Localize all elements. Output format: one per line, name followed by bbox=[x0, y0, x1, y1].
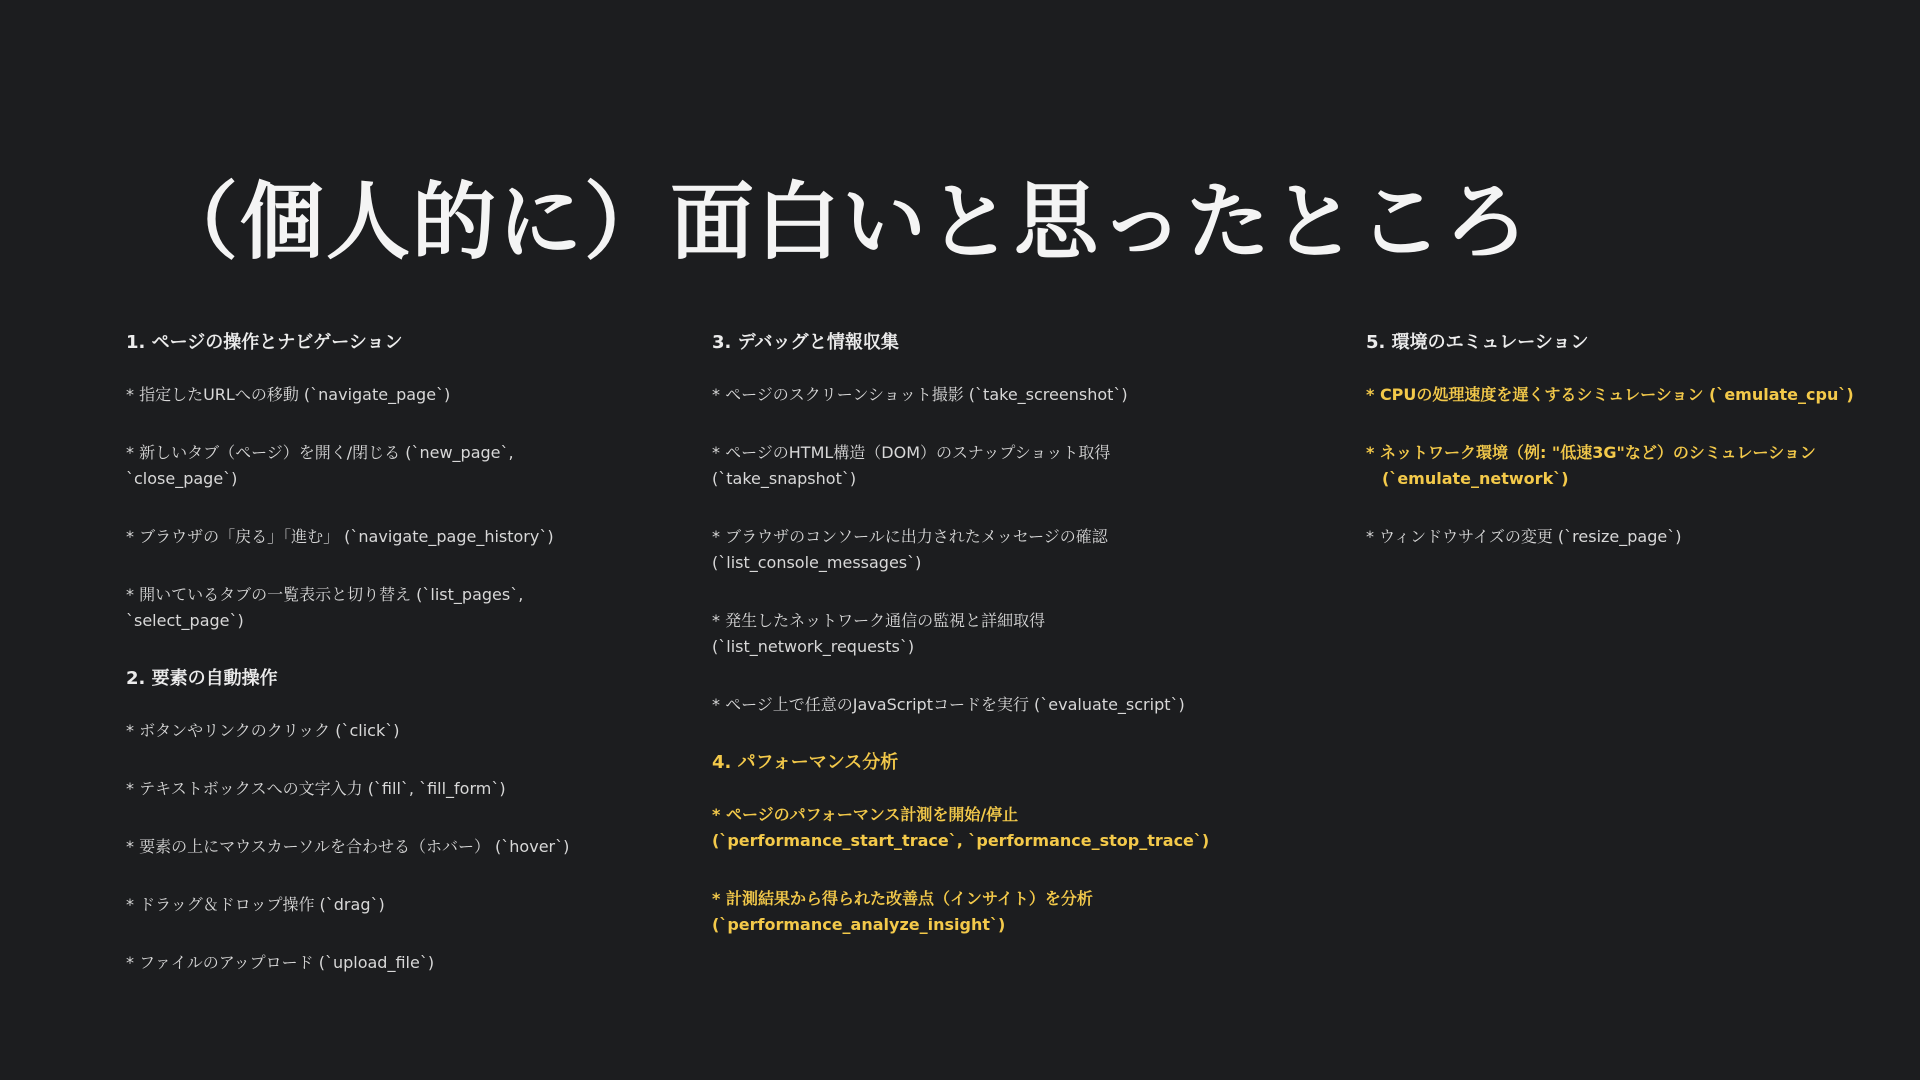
list-item-highlighted: * ネットワーク環境（例: "低速3G"など）のシミュレーション (`emulate_network`) bbox=[1366, 443, 1816, 488]
list-item: * ボタンやリンクのクリック (`click`) bbox=[126, 721, 400, 740]
slide-title: （個人的に）面白いと思ったところ bbox=[154, 173, 1531, 272]
section-heading: 2. 要素の自動操作 bbox=[126, 668, 278, 689]
list-item: * テキストボックスへの文字入力 (`fill`, `fill_form`) bbox=[126, 779, 506, 798]
list-item-highlighted: * ページのパフォーマンス計測を開始/停止 (`performance_start_trace`, `performance_stop_trace`) bbox=[712, 805, 1210, 850]
list-item: * 発生したネットワーク通信の監視と詳細取得 (`list_network_requests`) bbox=[712, 611, 1046, 656]
list-item: * ページのHTML構造（DOM）のスナップショット取得 (`take_snapshot`) bbox=[712, 443, 1111, 488]
section-heading: 5. 環境のエミュレーション bbox=[1366, 332, 1589, 353]
list-item-highlighted: * CPUの処理速度を遅くするシミュレーション (`emulate_cpu`) bbox=[1366, 385, 1854, 404]
section-heading-highlighted: 4. パフォーマンス分析 bbox=[712, 752, 899, 773]
list-item: * ドラッグ＆ドロップ操作 (`drag`) bbox=[126, 895, 385, 914]
list-item: * ページ上で任意のJavaScriptコードを実行 (`evaluate_script`) bbox=[712, 695, 1185, 714]
list-item-highlighted: * 計測結果から得られた改善点（インサイト）を分析 (`performance_analyze_insight`) bbox=[712, 889, 1093, 934]
list-item: * ブラウザの「戻る」「進む」 (`navigate_page_history`) bbox=[126, 527, 554, 546]
list-item: * 指定したURLへの移動 (`navigate_page`) bbox=[126, 385, 451, 404]
column-3 bbox=[1366, 330, 1886, 582]
list-item: * 開いているタブの一覧表示と切り替え (`list_pages`, `select_page`) bbox=[126, 585, 524, 630]
list-item: * ウィンドウサイズの変更 (`resize_page`) bbox=[1366, 527, 1682, 546]
list-item: * ブラウザのコンソールに出力されたメッセージの確認 (`list_console_messages`) bbox=[712, 527, 1108, 572]
section-heading: 3. デバッグと情報収集 bbox=[712, 332, 899, 353]
list-item: * ファイルのアップロード (`upload_file`) bbox=[126, 953, 435, 972]
list-item: * 新しいタブ（ページ）を開く/閉じる (`new_page`, `close_page`) bbox=[126, 443, 514, 488]
section-heading: 1. ページの操作とナビゲーション bbox=[126, 332, 403, 353]
list-item: * 要素の上にマウスカーソルを合わせる（ホバー） (`hover`) bbox=[126, 837, 570, 856]
column-1 bbox=[126, 330, 686, 1008]
list-item: * ページのスクリーンショット撮影 (`take_screenshot`) bbox=[712, 385, 1128, 404]
column-2 bbox=[712, 330, 1312, 970]
